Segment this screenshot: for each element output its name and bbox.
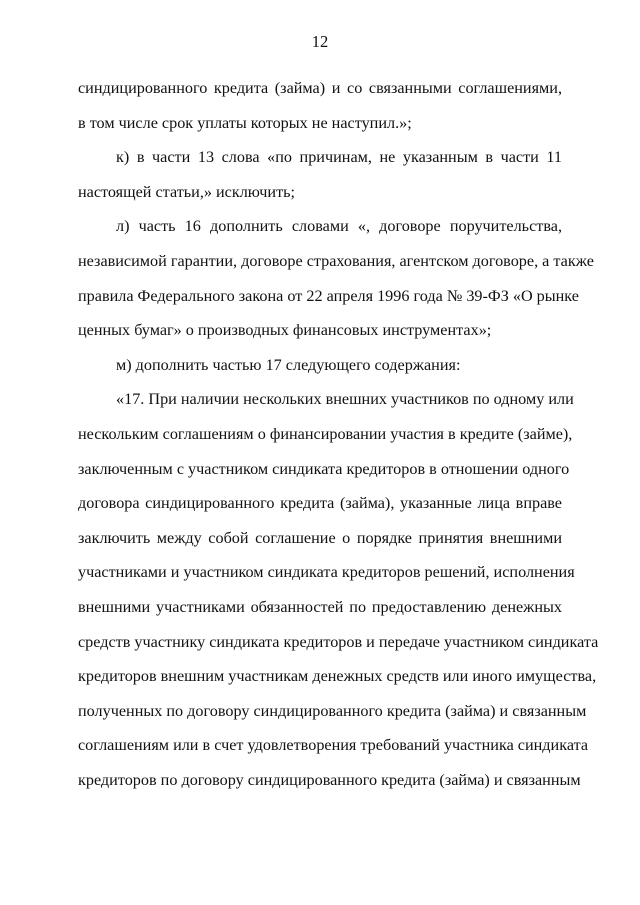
text-line: ценных бумаг» о производных финансовых инструментах»; bbox=[78, 321, 492, 340]
paragraph-item-l bbox=[78, 209, 594, 347]
text-line: синдицированного кредита (займа) и со связанными соглашениями, bbox=[78, 79, 562, 97]
text-line: в том числе срок уплаты которых не наступил.»; bbox=[78, 113, 412, 132]
text-line: средств участнику синдиката кредиторов и передаче участником синдиката bbox=[78, 632, 599, 651]
text-line: независимой гарантии, договоре страхования, агентском договоре, а также bbox=[78, 251, 594, 270]
text-line: полученных по договору синдицированного кредита (займа) и связанным bbox=[78, 701, 587, 720]
text-line: кредиторов по договору синдицированного кредита (займа) и связанным bbox=[78, 770, 581, 789]
text-line: л) часть 16 дополнить словами «, договоре поручительства, bbox=[116, 217, 562, 236]
document-body bbox=[78, 71, 599, 797]
paragraph-item-m bbox=[78, 348, 562, 383]
text-line: заключить между собой соглашение о порядке принятия внешними bbox=[78, 528, 562, 547]
text-line: настоящей статьи,» исключить; bbox=[78, 182, 296, 201]
text-line: правила Федерального закона от 22 апреля 1996 года № 39-ФЗ «О рынке bbox=[78, 286, 579, 305]
text-line: соглашениям или в счет удовлетворения требований участника синдиката bbox=[78, 736, 589, 755]
text-line: участниками и участником синдиката кредиторов решений, исполнения bbox=[78, 563, 575, 582]
text-line: кредиторов внешним участникам денежных средств или иного имущества, bbox=[78, 667, 597, 686]
text-line: м) дополнить частью 17 следующего содержания: bbox=[116, 355, 461, 374]
page-number: 12 bbox=[311, 32, 329, 51]
paragraph-item-k bbox=[78, 140, 562, 209]
text-line: к) в части 13 слова «по причинам, не указанным в части 11 bbox=[116, 148, 562, 167]
text-line: внешними участниками обязанностей по предоставлению денежных bbox=[78, 597, 562, 616]
text-line: «17. При наличии нескольких внешних участников по одному или bbox=[116, 390, 574, 409]
text-line: заключенным с участником синдиката кредиторов в отношении одного bbox=[78, 459, 570, 478]
text-line: договора синдицированного кредита (займа), указанные лица вправе bbox=[78, 494, 562, 513]
text-line: нескольким соглашениям о финансировании участия в кредите (займе), bbox=[78, 424, 573, 443]
paragraph-continuation bbox=[78, 71, 562, 140]
paragraph-part-17 bbox=[78, 382, 599, 797]
